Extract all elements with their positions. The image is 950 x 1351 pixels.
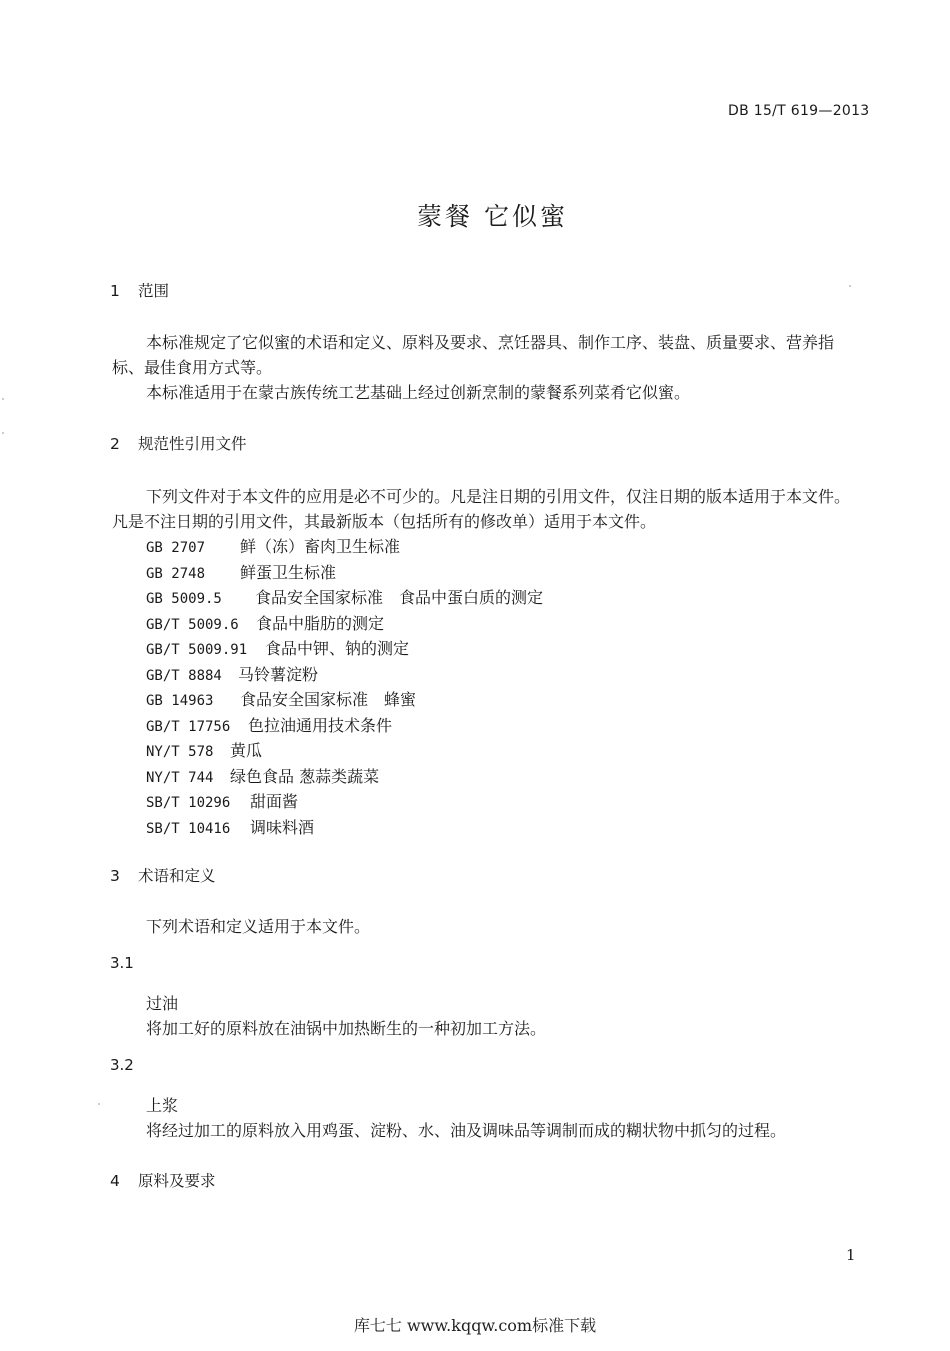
term-name: 过油 [146,994,179,1013]
section-number: 3 [110,867,120,885]
reference-item: GB/T 5009.91 食品中钾、钠的测定 [146,639,410,658]
term-number: 3.2 [110,1056,134,1074]
terms-intro: 下列术语和定义适用于本文件。 [146,917,371,936]
term-definition: 将加工好的原料放在油锅中加热断生的一种初加工方法。 [146,1019,547,1038]
section-title: 规范性引用文件 [138,435,247,453]
page-number: 1 [846,1246,856,1264]
scope-para1-line1: 本标准规定了它似蜜的术语和定义、原料及要求、烹饪器具、制作工序、装盘、质量要求、营养指 [146,333,835,352]
section-number: 4 [110,1172,120,1190]
section-heading-3 [110,864,216,886]
reference-item: GB/T 8884 马铃薯淀粉 [146,664,319,684]
section-number: 1 [110,282,120,300]
term-number: 3.1 [110,954,134,972]
scope-para1-line2: 标、最佳食用方式等。 [112,358,273,377]
reference-item: NY/T 744 绿色食品 葱蒜类蔬菜 [146,766,380,786]
reference-item: GB/T 17756 色拉油通用技术条件 [146,715,393,735]
reference-item: SB/T 10416 调味料酒 [146,817,315,837]
scan-speck [2,398,4,400]
section-heading-1 [110,279,169,301]
term-definition: 将经过加工的原料放入用鸡蛋、淀粉、水、油及调味品等调制而成的糊状物中抓匀的过程。 [146,1121,787,1140]
reference-item: GB 2748 鲜蛋卫生标准 [146,562,337,582]
scan-speck [2,432,4,434]
section-number: 2 [110,435,120,453]
section-heading-4 [110,1169,216,1191]
scan-speck [849,285,851,287]
term-name: 上浆 [146,1096,179,1115]
document-number: DB 15/T 619—2013 [728,103,870,119]
scope-para2: 本标准适用于在蒙古族传统工艺基础上经过创新烹制的蒙餐系列菜肴它似蜜。 [146,383,691,402]
footer-watermark: 库七七 www.kqqw.com标准下载 [353,1316,597,1335]
references-list [146,534,543,840]
reference-item: GB/T 5009.6 食品中脂肪的测定 [146,613,385,633]
reference-item: NY/T 578 黄瓜 [146,741,263,760]
document-title: 蒙餐 它似蜜 [417,202,568,231]
section-title: 术语和定义 [138,867,216,885]
scan-speck [98,1103,100,1105]
section-heading-2 [110,432,247,454]
reference-item: GB 14963 食品安全国家标准 蜂蜜 [146,690,417,709]
reference-item: SB/T 10296 甜面酱 [146,792,299,811]
reference-item: GB 5009.5 食品安全国家标准 食品中蛋白质的测定 [146,588,544,607]
reference-item: GB 2707 鲜（冻）畜肉卫生标准 [146,537,401,556]
section-title: 原料及要求 [138,1172,216,1190]
references-intro-line2: 凡是不注日期的引用文件，其最新版本（包括所有的修改单）适用于本文件。 [112,512,657,531]
section-title: 范围 [138,282,170,300]
references-intro-line1: 下列文件对于本文件的应用是必不可少的。凡是注日期的引用文件，仅注日期的版本适用于本文件。 [146,487,851,506]
